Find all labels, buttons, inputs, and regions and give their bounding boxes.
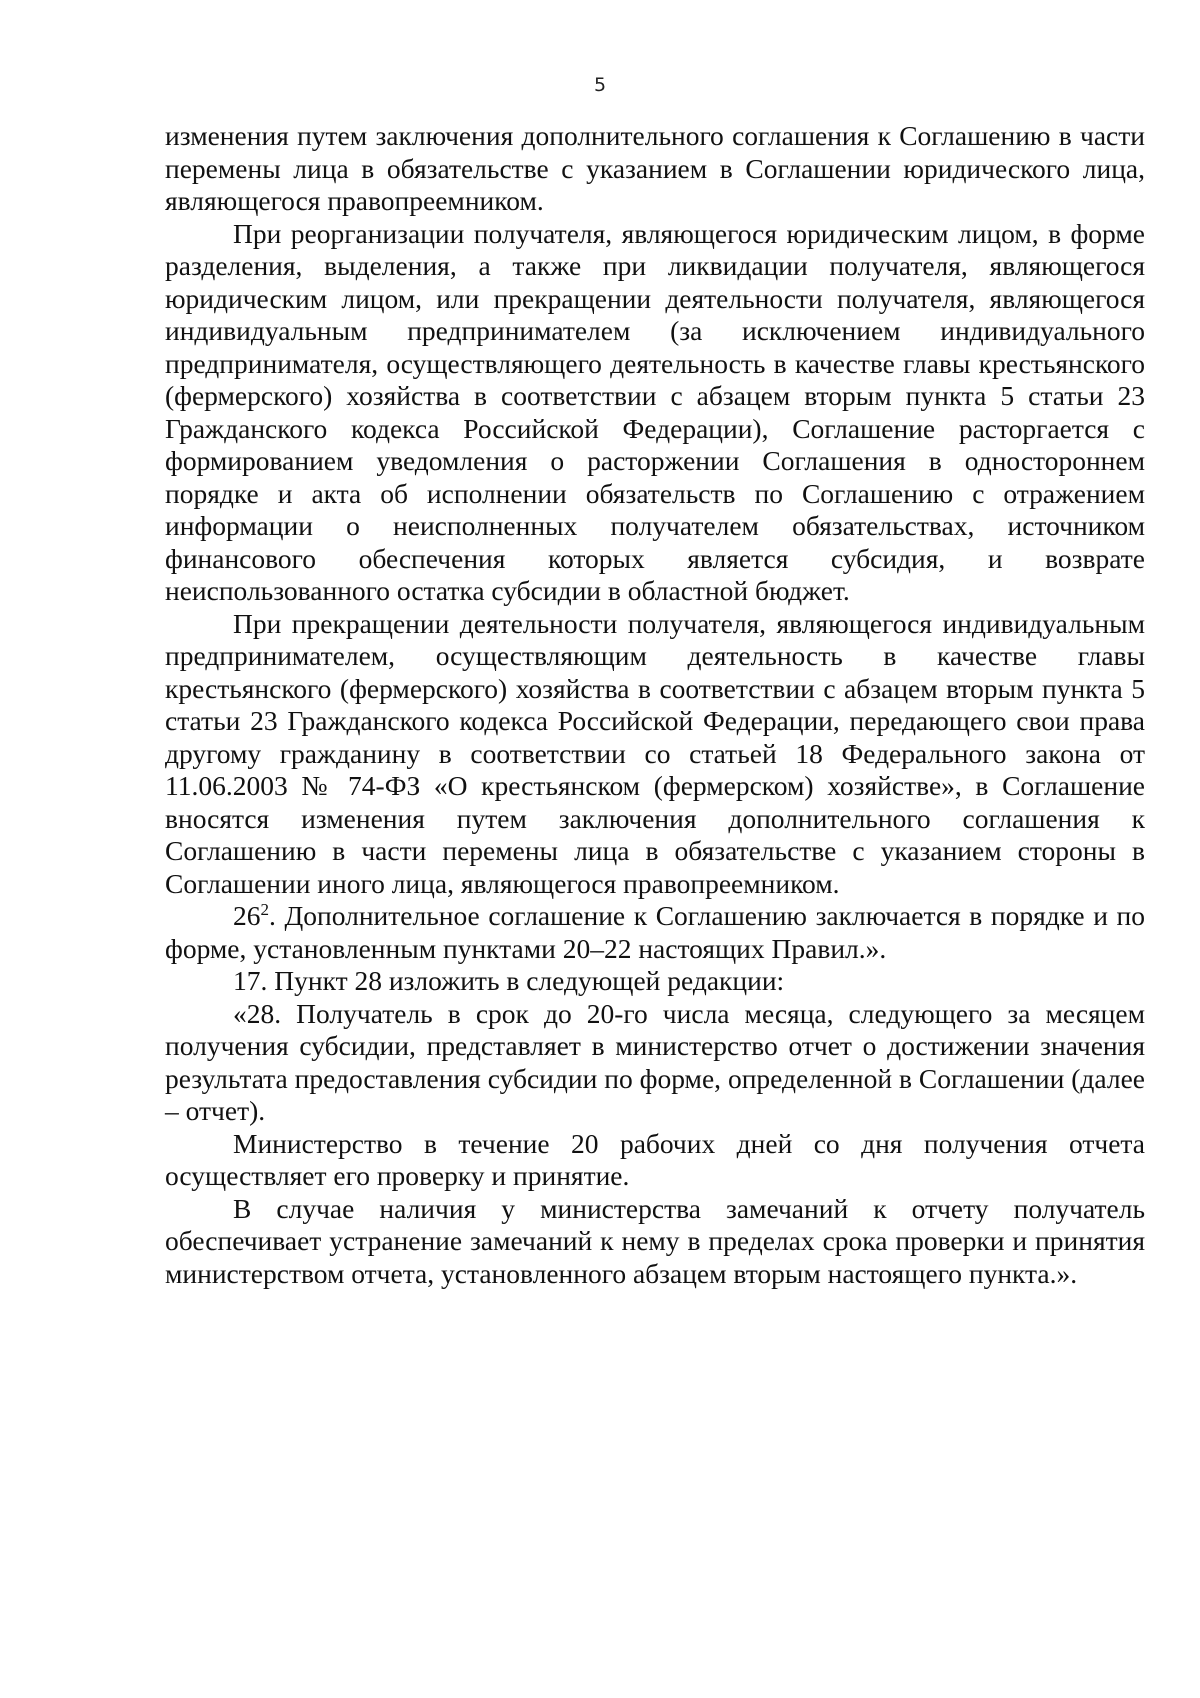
paragraph-termination: При прекращении деятельности получателя, являющегося индивидуальным предпринимателем, осуществляющим деятельность в качестве главы крестьянского (фермерского) хозяйства в соответствии с абзацем вторым пункта 5 статьи 23 Гражданского кодекса Российской Федерации, передающего свои права другому гражданину в соответствии со статьей 18 Федерального закона от 11.06.2003 № 74-ФЗ «О крестьянском (фермерском) хозяйстве», в Соглашение вносятся изменения путем заключения дополнительного соглашения к Соглашению в части перемены лица в обязательстве с указанием стороны в Соглашении иного лица, являющегося правопреемником. bbox=[165, 607, 1145, 899]
paragraph-ministry-review: Министерство в течение 20 рабочих дней со дня получения отчета осуществляет его проверку и принятие. bbox=[165, 1127, 1145, 1191]
paragraph-28: «28. Получатель в срок до 20-го числа месяца, следующего за месяцем получения субсидии, представляет в министерство отчет о достижении значения результата предоставления субсидии по форме, определенной в Соглашении (далее – отчет). bbox=[165, 997, 1145, 1126]
document-body bbox=[165, 120, 1145, 1290]
clause-text: . Дополнительное соглашение к Соглашению заключается в порядке и по форме, установленным пунктами 20–22 настоящих Правил.». bbox=[165, 900, 1145, 964]
paragraph-26-2 bbox=[165, 900, 1145, 965]
page-number: 5 bbox=[593, 74, 607, 96]
clause-superscript: 2 bbox=[260, 900, 269, 919]
paragraph-remarks: В случае наличия у министерства замечаний к отчету получатель обеспечивает устранение замечаний к нему в пределах срока проверки и принятия министерством отчета, установленного абзацем вторым настоящего пункта.». bbox=[165, 1192, 1145, 1289]
paragraph-reorganization: При реорганизации получателя, являющегося юридическим лицом, в форме разделения, выделения, а также при ликвидации получателя, являющегося юридическим лицом, или прекращении деятельности получателя, являющегося индивидуальным предпринимателем (за исключением индивидуального предпринимателя, осуществляющего деятельность в качестве главы крестьянского (фермерского) хозяйства в соответствии с абзацем вторым пункта 5 статьи 23 Гражданского кодекса Российской Федерации), Соглашение расторгается с формированием уведомления о расторжении Соглашения в одностороннем порядке и акта об исполнении обязательств по Соглашению с отражением информации о неисполненных получателем обязательствах, источником финансового обеспечения которых является субсидия, и возврате неиспользованного остатка субсидии в областной бюджет. bbox=[165, 217, 1145, 606]
paragraph-17: 17. Пункт 28 изложить в следующей редакции: bbox=[233, 965, 785, 996]
clause-number: 26 bbox=[233, 900, 261, 931]
paragraph-continuation: изменения путем заключения дополнительного соглашения к Соглашению в части перемены лица в обязательстве с указанием в Соглашении юридического лица, являющегося правопреемником. bbox=[165, 120, 1145, 216]
